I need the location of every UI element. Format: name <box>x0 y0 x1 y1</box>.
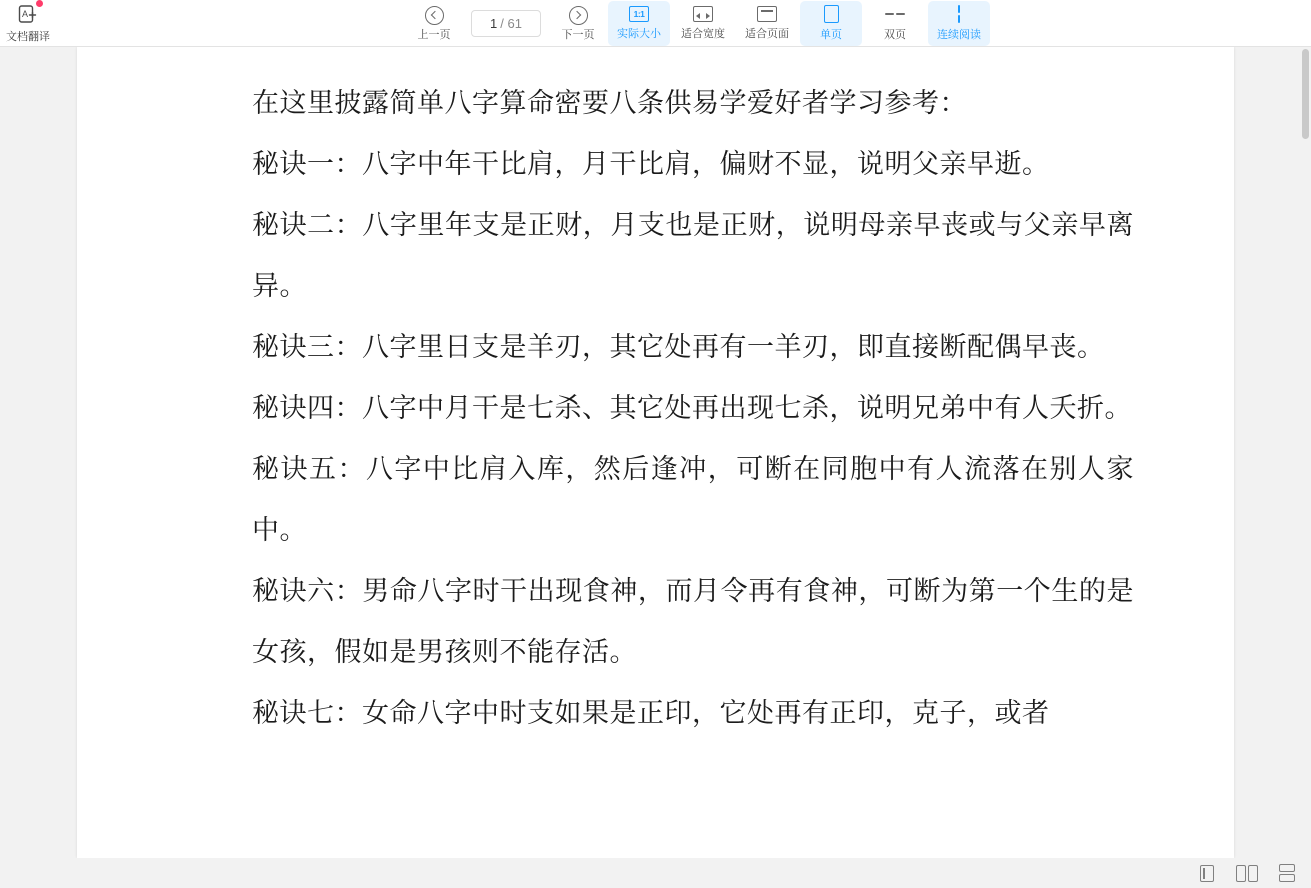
next-page-label: 下一页 <box>561 28 595 41</box>
actual-size-button[interactable] <box>608 1 670 46</box>
single-page-view-button[interactable] <box>1195 863 1219 883</box>
fit-width-icon <box>693 6 713 22</box>
double-page-icon <box>885 6 905 23</box>
svg-text:A: A <box>22 9 29 19</box>
fit-page-icon <box>757 6 777 22</box>
new-badge-dot <box>36 0 43 7</box>
double-page-label: 双页 <box>884 28 906 41</box>
continuous-scroll-button[interactable] <box>928 1 990 46</box>
document-paragraph: 秘诀四：八字中月干是七杀、其它处再出现七杀，说明兄弟中有人夭折。 <box>252 393 1132 423</box>
document-translate-label: 文档翻译 <box>6 31 50 43</box>
fit-width-button[interactable] <box>672 1 734 46</box>
one-to-one-icon: 1:1 <box>629 6 649 22</box>
document-paragraph: 秘诀一：八字中年干比肩，月干比肩，偏财不显，说明父亲早逝。 <box>252 149 1050 179</box>
single-page-button[interactable] <box>800 1 862 46</box>
total-pages-label: / 61 <box>500 16 522 31</box>
fit-page-label: 适合页面 <box>745 28 789 40</box>
status-bar <box>0 858 1311 888</box>
page-indicator[interactable] <box>471 10 541 37</box>
fit-page-button[interactable] <box>736 1 798 46</box>
actual-size-label: 实际大小 <box>617 28 661 40</box>
next-page-button[interactable] <box>549 0 607 47</box>
continuous-scroll-label: 连续阅读 <box>937 29 981 41</box>
top-toolbar <box>0 0 1311 47</box>
single-page-view-icon <box>1200 865 1214 882</box>
continuous-view-icon <box>1279 864 1295 882</box>
fit-width-label: 适合宽度 <box>681 28 725 40</box>
current-page-input[interactable]: 1 <box>490 16 498 31</box>
toolbar-center-cluster <box>405 0 991 47</box>
document-paragraph: 秘诀五：八字中比肩入库，然后逢冲，可断在同胞中有人流落在别人家中。 <box>252 454 1134 545</box>
document-paragraph: 秘诀三：八字里日支是羊刃，其它处再有一羊刃，即直接断配偶早丧。 <box>252 332 1105 362</box>
document-page <box>77 47 1234 858</box>
vertical-scrollbar-thumb[interactable] <box>1302 49 1309 139</box>
continuous-scroll-icon <box>951 5 967 23</box>
document-translate-icon <box>17 4 39 26</box>
document-paragraph: 秘诀六：男命八字时干出现食神，而月令再有食神，可断为第一个生的是女孩，假如是男孩则不能存活。 <box>252 576 1134 667</box>
single-page-icon <box>824 5 839 23</box>
continuous-view-button[interactable] <box>1275 863 1299 883</box>
chevron-left-circle-icon <box>425 6 444 25</box>
double-page-view-button[interactable] <box>1235 863 1259 883</box>
prev-page-button[interactable] <box>405 0 463 47</box>
document-translate-button[interactable] <box>0 2 56 46</box>
chevron-right-circle-icon <box>569 6 588 25</box>
document-paragraph: 在这里披露简单八字算命密要八条供易学爱好者学习参考： <box>252 88 967 118</box>
document-paragraph: 秘诀七：女命八字中时支如果是正印，它处再有正印，克子，或者 <box>252 698 1050 728</box>
document-scroll-area[interactable] <box>0 47 1311 858</box>
document-paragraph: 秘诀二：八字里年支是正财，月支也是正财，说明母亲早丧或与父亲早离异。 <box>252 210 1134 301</box>
double-page-view-icon <box>1236 865 1258 882</box>
vertical-scrollbar[interactable] <box>1300 47 1311 858</box>
prev-page-label: 上一页 <box>417 28 451 41</box>
single-page-label: 单页 <box>820 29 842 41</box>
double-page-button[interactable] <box>864 1 926 46</box>
